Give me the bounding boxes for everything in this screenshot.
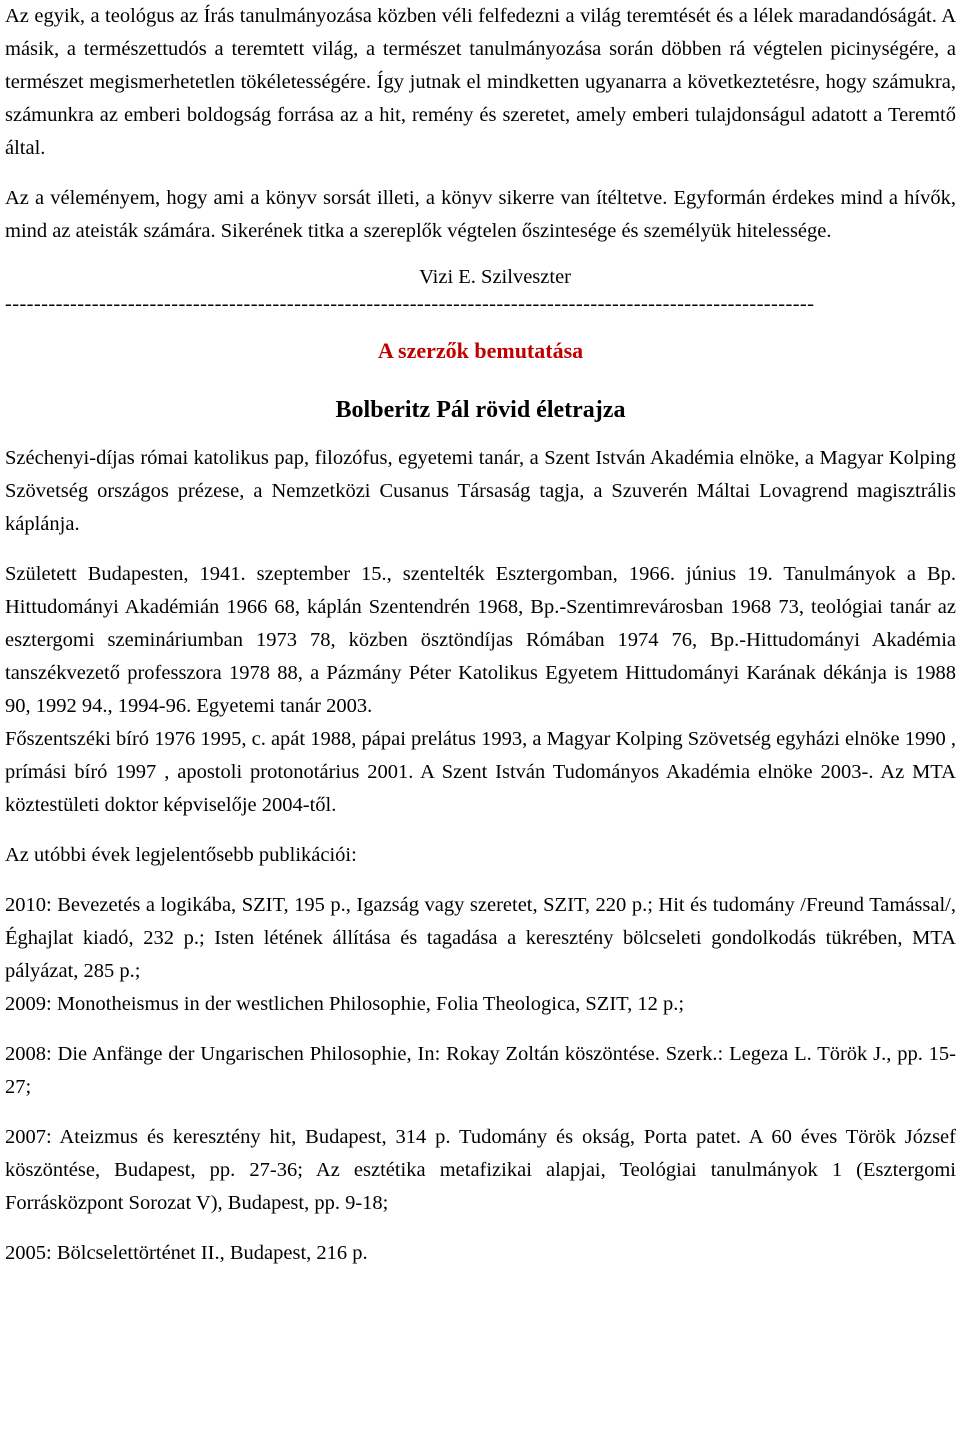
review-signature: Vizi E. Szilveszter bbox=[419, 266, 571, 288]
publication-2010: 2010: Bevezetés a logikába, SZIT, 195 p., Igazság vagy szeretet, SZIT, 220 p.; Hit és tudomány /Freund Tamással/, Éghajlat kiadó, 232 p.; Isten létének állítása és tagadása a keresztény bölcseleti gondolkodás tükrében, MTA pályázat, 285 p.; bbox=[5, 894, 956, 982]
paragraph-gap bbox=[5, 872, 956, 889]
publication-2005: 2005: Bölcselettörténet II., Budapest, 216 p. bbox=[5, 1242, 368, 1264]
paragraph-gap bbox=[5, 822, 956, 839]
section-title: A szerzők bemutatása bbox=[377, 338, 584, 363]
paragraph-gap bbox=[5, 1021, 956, 1038]
publication-2007: 2007: Ateizmus és keresztény hit, Budapest, 314 p. Tudomány és okság, Porta patet. A 60 éves Török József köszöntése, Budapest, pp. 27-36; Az esztétika metafizikai alapjai, Teológiai tanulmányok 1 (Esztergomi Forrásközpont Sorozat V), Budapest, pp. 9-18; bbox=[5, 1126, 956, 1214]
paragraph-gap bbox=[5, 541, 956, 558]
paragraph-gap bbox=[5, 1220, 956, 1237]
paragraph-gap bbox=[5, 1104, 956, 1121]
publications-heading: Az utóbbi évek legjelentősebb publikációi: bbox=[5, 844, 357, 866]
publication-2009: 2009: Monotheismus in der westlichen Philosophie, Folia Theologica, SZIT, 12 p.; bbox=[5, 993, 685, 1015]
paragraph-gap bbox=[5, 248, 956, 260]
review-paragraph-1: Az egyik, a teológus az Írás tanulmányozása közben véli felfedezni a világ teremtését és a lélek maradandóságát. A másik, a természettudós a teremtett világ, a természet tanulmányozása során döbben rá végtelen picinységére, a természet megismerhetetlen tökéletességére. Így jutnak el mindketten ugyanarra a következtetésre, hogy számukra, számunkra az emberi boldogság forrása az a hit, remény és szeretet, amely emberi tulajdonságul adatott a Teremtő által. bbox=[5, 5, 956, 159]
bio-intro: Széchenyi-díjas római katolikus pap, filozófus, egyetemi tanár, a Szent István Akadémia elnöke, a Magyar Kolping Szövetség országos prézese, a Nemzetközi Cusanus Társaság tagja, a Szuverén Máltai Lovagrend magisztrális káplánja. bbox=[5, 447, 956, 535]
bio-career: Született Budapesten, 1941. szeptember 15., szentelték Esztergomban, 1966. június 19. Tanulmányok a Bp. Hittudományi Akadémián 1966 68, káplán Szentendrén 1968, Bp.-Szentimrevárosban 1968 73, teológiai tanár az esztergomi szemináriumban 1973 78, közben ösztöndíjas Rómában 1974 76, Bp.-Hittudományi Akadémia tanszékvezető professzora 1978 88, a Pázmány Péter Katolikus Egyetem Hittudományi Karának dékánja is 1988 90, 1992 94., 1994-96. Egyetemi tanár 2003. bbox=[5, 563, 956, 717]
paragraph-gap bbox=[5, 165, 956, 182]
publication-2008: 2008: Die Anfänge der Ungarischen Philosophie, In: Rokay Zoltán köszöntése. Szerk.: Legeza L. Török J., pp. 15-27; bbox=[5, 1043, 956, 1098]
bio-title: Bolberitz Pál rövid életrajza bbox=[335, 397, 626, 423]
review-paragraph-2: Az a véleményem, hogy ami a könyv sorsát illeti, a könyv sikerre van ítéltetve. Egyformán érdekes mind a hívők, mind az ateisták számára. Sikerének titka a szereplők végtelen őszintesége és személyük hitelessége. bbox=[5, 187, 956, 242]
separator-line: ---------------------------------------------------------------------------------------------------------------- bbox=[5, 294, 815, 314]
bio-career-2: Főszentszéki bíró 1976 1995, c. apát 1988, pápai prelátus 1993, a Magyar Kolping Szövetség egyházi elnöke 1990 , prímási bíró 1997 , apostoli protonotárius 2001. A Szent István Tudományos Akadémia elnöke 2003-. Az MTA köztestületi doktor képviselője 2004-től. bbox=[5, 728, 956, 816]
paragraph-gap bbox=[5, 430, 956, 442]
